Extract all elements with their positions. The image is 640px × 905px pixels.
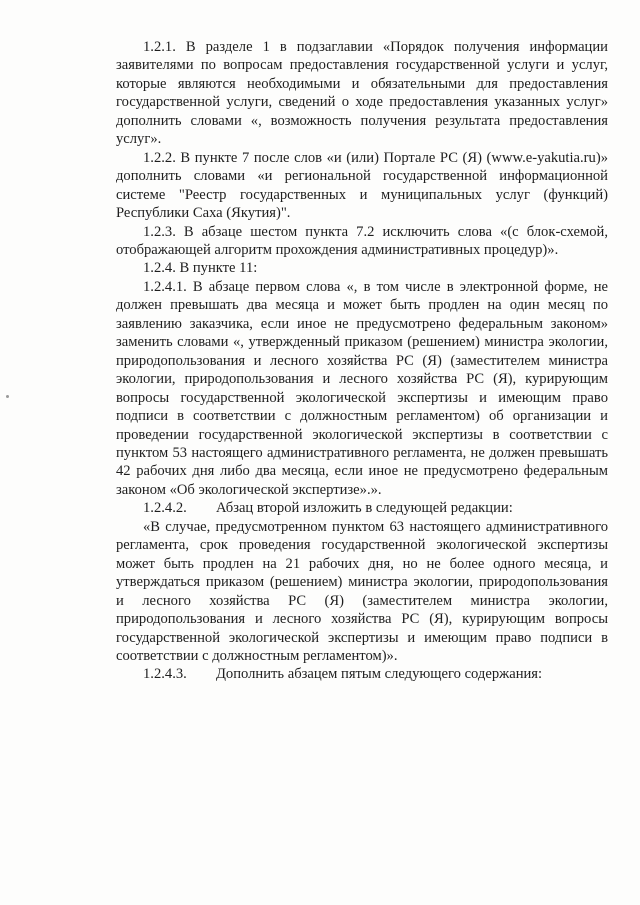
paragraph-1-2-4-2: 1.2.4.2. Абзац второй изложить в следующей редакции: (143, 500, 513, 517)
document-body (116, 38, 608, 684)
paragraph-1-2-3: 1.2.3. В абзаце шестом пункта 7.2 исключить слова «(с блок-схемой, отображающей алгоритм прохождения административных процедур)». (116, 223, 608, 258)
paragraph-1-2-1: 1.2.1. В разделе 1 в подзаглавии «Порядок получения информации заявителями по вопросам предоставления государственной услуги и услуг, которые являются необходимыми и обязательными для предоставления государственной услуги, сведений о ходе предоставления указанных услуг» дополнить словами «, возможность получения результата предоставления услуг». (116, 39, 608, 148)
paragraph-quote: «В случае, предусмотренном пунктом 63 настоящего административного регламента, срок проведения государственной экологической экспертизы может быть продлен на 21 рабочих дня, но не более одного месяца, и утверждаться приказом (решением) министра экологии, природопользования и лесного хозяйства РС (Я) (заместителем министра экологии, природопользования и лесного хозяйства РС (Я), курирующим вопросы государственной экологической экспертизы и имеющим право подписи в соответствии с должностным регламентом)». (116, 518, 608, 664)
paragraph-1-2-4-1: 1.2.4.1. В абзаце первом слова «, в том числе в электронной форме, не должен превышать два месяца и может быть продлен на один месяц по заявлению заказчика, если иное не предусмотрено федеральным законом» заменить словами «, утвержденный приказом (решением) министра экологии, природопользования и лесного хозяйства РС (Я) (заместителем министра экологии, природопользования и лесного хозяйства РС (Я), курирующим вопросы государственной экологической экспертизы и имеющим право подписи в соответствии с должностным регламентом) об организации и проведении государственной экологической экспертизы в соответствии с пунктом 53 настоящего административного регламента, не должен превышать 42 рабочих дня либо два месяца, если иное не предусмотрено федеральным законом «Об экологической экспертизе».». (116, 278, 608, 498)
scan-speck (6, 395, 9, 398)
paragraph-1-2-2: 1.2.2. В пункте 7 после слов «и (или) Портале РС (Я) (www.e-yakutia.ru)» дополнить словами «и региональной государственной информационной системе "Реестр государственных и муниципальных услуг (функций) Республики Саха (Якутия)". (116, 149, 608, 222)
paragraph-1-2-4-3: 1.2.4.3. Дополнить абзацем пятым следующего содержания: (143, 666, 543, 683)
paragraph-1-2-4: 1.2.4. В пункте 11: (143, 260, 258, 277)
